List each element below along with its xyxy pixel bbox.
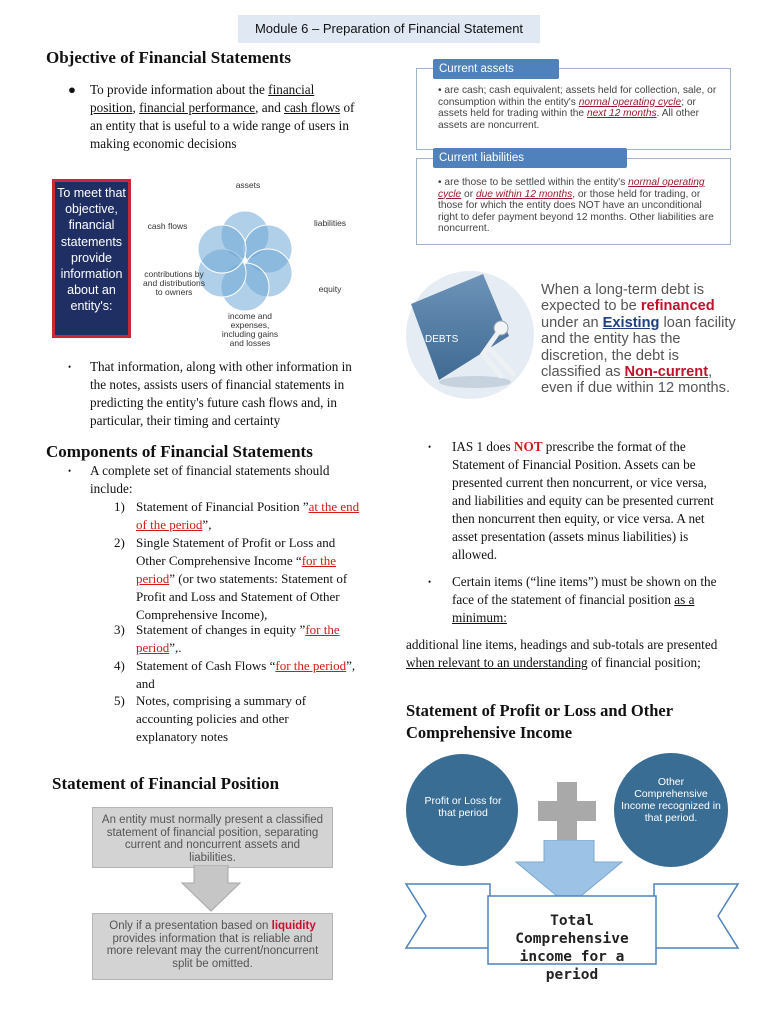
sfp-box-classified: An entity must normally present a classified statement of financial position, separating current and noncurrent assets and liabilities.: [92, 807, 333, 868]
component-item-4: 4) Statement of Cash Flows “for the period”, and: [114, 658, 356, 691]
objective-callout-box: To meet that objective, financial statements provide information about an entity's:: [52, 179, 131, 338]
objective-bullet-1: ● To provide information about the financial position, financial performance, and cash flows of an entity that is useful to a wide range of users in making economic decisions: [68, 82, 355, 151]
current-liabilities-title: Current liabilities: [433, 148, 627, 168]
spl-heading: Statement of Profit or Loss and Other Comprehensive Income: [406, 701, 673, 742]
cycle-label-contributions: contributions by and distributions to owners: [143, 269, 205, 297]
debts-label: DEBTS: [425, 334, 459, 345]
component-item-1: 1) Statement of Financial Position ”at the end of the period”,: [114, 499, 360, 532]
objective-heading: Objective of Financial Statements: [46, 48, 292, 67]
debt-illustration: [405, 270, 535, 400]
cycle-label-cash-flows: cash flows: [147, 221, 188, 231]
component-item-3: 3) Statement of changes in equity ”for the period”,.: [114, 622, 340, 655]
cycle-label-equity: equity: [318, 284, 342, 294]
current-assets-title: Current assets: [433, 59, 559, 79]
cycle-label-liabilities: liabilities: [313, 218, 347, 228]
cycle-label-income: income and expenses, including gains and losses: [221, 311, 279, 348]
objective-bullet-2: • That information, along with other information in the notes, assists users of financial statements in predicting the entity's future cash flows and, in particular, their timing and certainty: [68, 359, 352, 428]
component-item-2: 2) Single Statement of Profit or Loss and Other Comprehensive Income “for the period” (or two statements: Statement of Profit and Loss and Statement of Other Comprehensive Income),: [114, 535, 348, 622]
sfp-box-liquidity: Only if a presentation based on liquidity provides information that is reliable and more relevant may the current/noncurrent split be omitted.: [92, 913, 333, 980]
ias-bullet-2: • Certain items (“line items”) must be shown on the face of the statement of financial position as a minimum:: [428, 574, 717, 625]
down-arrow-icon: [180, 865, 242, 915]
spl-total-text: Total Comprehensive income for a period: [515, 913, 629, 983]
spl-circle-oci: Other Comprehensive Income recognized in that period.: [621, 776, 721, 824]
component-item-5: 5) Notes, comprising a summary of accounting policies and other explanatory notes: [114, 693, 307, 744]
ias-bullet-1: • IAS 1 does NOT prescribe the format of the Statement of Financial Position. Assets can be presented current then noncurrent, or vice versa, and liabilities and equity can be presented current then noncurrent then equity, or vice versa. A net asset presentation (assets minus liabilities) is allowed.: [428, 439, 714, 562]
current-liabilities-text: • are those to be settled within the entity's normal operating cycle or due within 12 months, or those held for trading, or those for which the entity does NOT have an unconditional right to defer payment beyond 12 months. Other liabilities are noncurrent.: [438, 177, 714, 235]
cycle-label-assets: assets: [235, 180, 261, 190]
sfp-heading: Statement of Financial Position: [52, 774, 280, 793]
components-intro: • A complete set of financial statements should include:: [68, 463, 330, 496]
current-assets-text: • are cash; cash equivalent; assets held for collection, sale, or consumption within the entity's normal operating cycle; or assets held for trading within the next 12 months. All other assets are noncurrent.: [438, 85, 717, 131]
ias-additional-text: additional line items, headings and sub-totals are presented when relevant to an understanding of financial position;: [406, 637, 718, 670]
components-heading: Components of Financial Statements: [46, 442, 313, 461]
module-title-banner: Module 6 – Preparation of Financial Statement: [238, 15, 540, 43]
cycle-diagram: [195, 205, 295, 315]
spl-circle-profit-loss: Profit or Loss for that period: [424, 795, 502, 819]
debt-note: When a long-term debt is expected to be refinanced under an Existing loan facility and the entity has the discretion, the debt is classified as Non-current, even if due within 12 months.: [541, 282, 736, 397]
